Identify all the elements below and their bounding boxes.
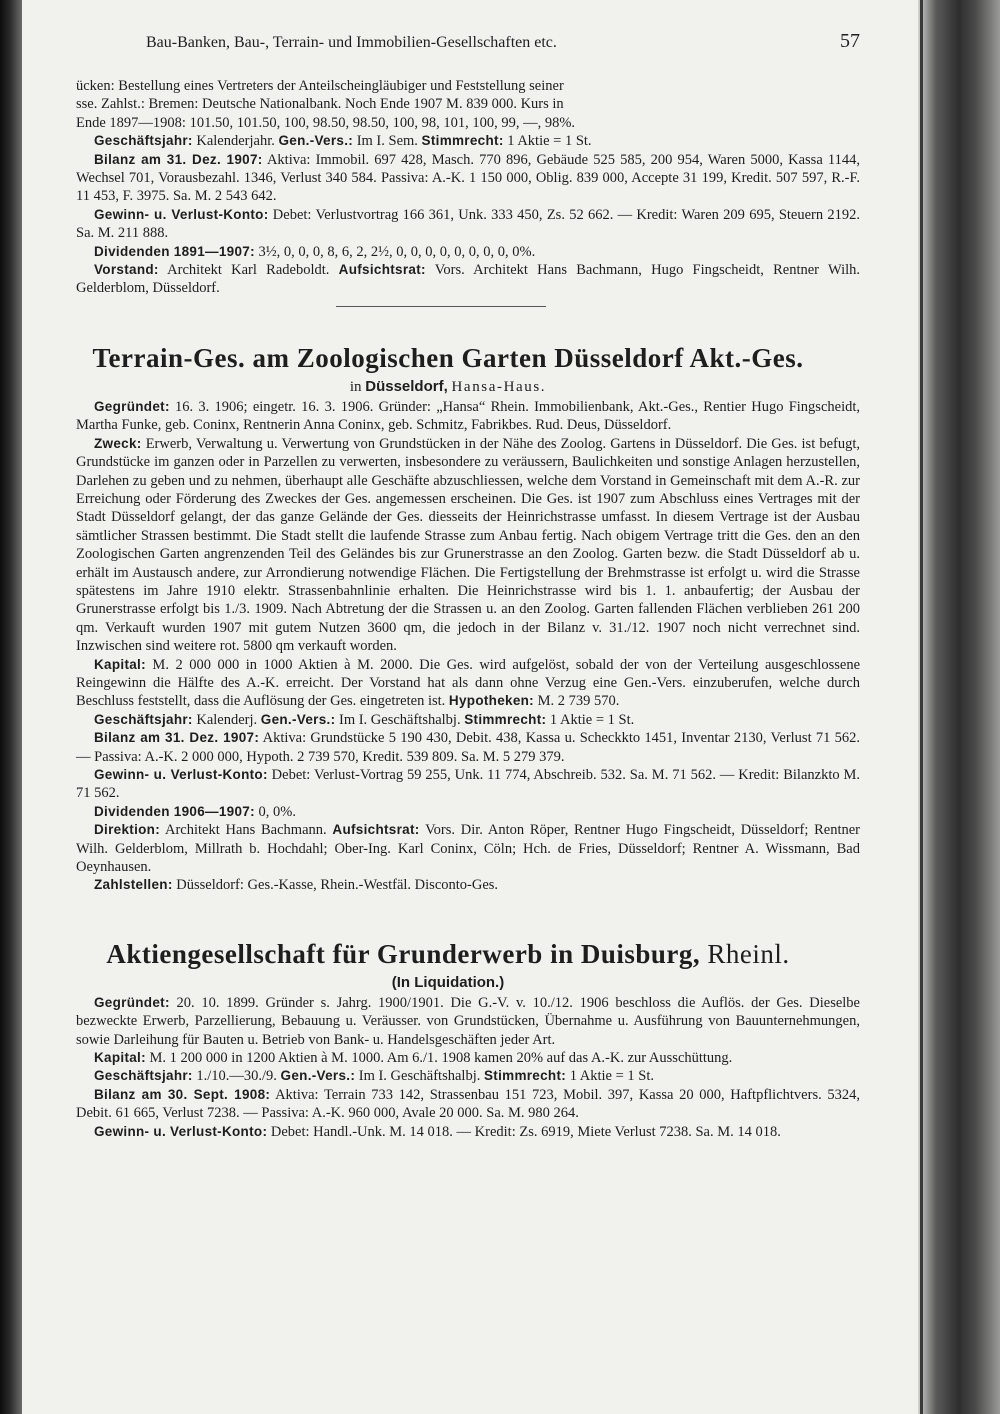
label-bilanz: Bilanz am 30. Sept. 1908: (94, 1086, 271, 1102)
label-aufsichtsrat: Aufsichtsrat: (338, 262, 426, 278)
paragraph-zahlstellen (76, 876, 860, 894)
paragraph-dividenden (76, 803, 860, 821)
running-title: Bau-Banken, Bau-, Terrain- und Immobilien-Gesellschaften etc. (146, 34, 557, 51)
value-bilanz: Aktiva: Immobil. 697 428, Masch. 770 896, Gebäude 525 585, 200 954, Waren 5000, Kassa 1144, Wechsel 701, Vorausbezahl. 1346, Verlust 340 584. Passiva: A.-K. 1 150 000, Oblig. 839 000, Accepte 31 199, Kredit. 507 597, R.-F. 11 453, F. 3975. Sa. M. 2 543 642. (76, 151, 860, 205)
label-hypotheken: Hypotheken: (448, 693, 534, 709)
label-zahlstellen: Zahlstellen: (94, 877, 173, 893)
title-region: Rheinl. (707, 938, 790, 969)
label-zweck: Zweck: (94, 435, 142, 451)
text-line: ücken: Bestellung eines Vertreters der Anteilscheingläubiger und Feststellung seiner (76, 78, 564, 94)
value-kapital: M. 1 200 000 in 1200 Aktien à M. 1000. Am 6./1. 1908 kamen 20% auf das A.-K. zur Ausschüttung. (149, 1050, 733, 1067)
label-vorstand: Vorstand: (94, 262, 159, 278)
paragraph-gegruendet (76, 398, 860, 435)
label-stimmrecht: Stimmrecht: (464, 711, 547, 727)
value-guv: Debet: Handl.-Unk. M. 14 018. — Kredit: Zs. 6919, Miete Verlust 7238. Sa. M. 14 018. (270, 1123, 781, 1140)
paragraph-vorstand (76, 261, 860, 298)
text-line: Ende 1897—1908: 101.50, 101.50, 100, 98.50, 98.50, 100, 98, 101, 100, 99, —, 98%. (76, 114, 576, 131)
paragraph-bilanz (76, 729, 860, 766)
label-guv: Gewinn- u. Verlust-Konto: (94, 1123, 268, 1139)
page-number: 57 (840, 30, 860, 52)
value-vorstand: Architekt Karl Radeboldt. (167, 262, 330, 279)
section-title-terrain-ges: Terrain-Ges. am Zoologischen Garten Düsseldorf Akt.-Ges. (92, 342, 804, 373)
paragraph-fiscal (76, 711, 860, 729)
label-gegruendet: Gegründet: (94, 994, 170, 1010)
value-genvers: Im I. Sem. (356, 133, 418, 150)
label-geschaeftsjahr: Geschäftsjahr: (94, 711, 193, 727)
subtitle-address: Hansa-Haus. (451, 378, 547, 395)
label-stimmrecht: Stimmrecht: (421, 133, 504, 149)
label-aufsichtsrat: Aufsichtsrat: (332, 822, 420, 838)
paragraph-fiscal (76, 132, 860, 150)
value-bilanz: Aktiva: Grundstücke 5 190 430, Debit. 438, Kassa u. Scheckkto 1451, Inventar 2130, Verlust 71 562. — Passiva: A.-K. 2 000 000, Hypoth. 2 739 570, Kredit. 539 809. Sa. M. 5 279 379. (76, 730, 861, 765)
paragraph-guv (76, 1123, 860, 1141)
section-divider (336, 306, 546, 307)
value-geschaeftsjahr: Kalenderj. (196, 711, 258, 728)
section-previous-entry (36, 77, 860, 298)
value-guv: Debet: Verlust-Vortrag 59 255, Unk. 11 774, Abschreib. 532. Sa. M. 71 562. — Kredit: Bilanzkto M. 71 562. (76, 767, 861, 802)
label-bilanz: Bilanz am 31. Dez. 1907: (94, 730, 260, 746)
value-dividenden: 3½, 0, 0, 0, 8, 6, 2, 2½, 0, 0, 0, 0, 0, 0, 0, 0, 0%. (258, 243, 536, 260)
page-content (36, 30, 860, 1141)
label-gegruendet: Gegründet: (94, 398, 170, 414)
value-guv: Debet: Verlustvortrag 166 361, Unk. 333 450, Zs. 52 662. — Kredit: Waren 209 695, Steuern 2192. Sa. M. 211 888. (76, 206, 861, 242)
section-subtitle-location (36, 378, 860, 396)
label-genvers: Gen.-Vers.: (280, 1068, 356, 1084)
page-sheet (22, 0, 928, 1414)
label-direktion: Direktion: (94, 822, 161, 838)
value-aufsichtsrat: Vors. Architekt Hans Bachmann, Hugo Fingscheidt, Rentner Wilh. Gelderblom, Düsseldorf. (76, 262, 861, 297)
label-kapital: Kapital: (94, 656, 146, 672)
text-line: sse. Zahlst.: Bremen: Deutsche Nationalbank. Noch Ende 1907 M. 839 000. Kurs in (76, 96, 564, 113)
value-direktion: Architekt Hans Bachmann. (164, 822, 327, 839)
value-genvers: Im I. Geschäftshalbj. (358, 1068, 481, 1085)
paragraph-kapital (76, 1049, 860, 1067)
label-genvers: Gen.-Vers.: (260, 711, 336, 727)
paragraph-bilanz (76, 1086, 860, 1123)
value-hypotheken: M. 2 739 570. (537, 693, 620, 710)
value-stimmrecht: 1 Aktie = 1 St. (569, 1068, 654, 1085)
subtitle-city: Düsseldorf, (365, 377, 448, 395)
label-geschaeftsjahr: Geschäftsjahr: (94, 133, 193, 149)
paragraph-dividenden (76, 243, 860, 261)
value-gegruendet: 16. 3. 1906; eingetr. 16. 3. 1906. Gründer: „Hansa“ Rhein. Immobilienbank, Akt.-Ges., Rentier Hugo Fingscheidt, Martha Funke, geb. Coninx, Rentnerin Anna Coninx, geb. Schmitz, Fabrikbes. Rud. Deus, Düsseldorf. (76, 398, 860, 434)
scan-binding-shadow (918, 0, 1000, 1414)
scan-fold-line (920, 0, 923, 1414)
label-stimmrecht: Stimmrecht: (483, 1068, 567, 1084)
value-kapital: M. 2 000 000 in 1000 Aktien à M. 2000. Die Ges. wird aufgelöst, sobald der von der Verteilung ausgeschlossene Reingewinn die Hälfte des A.-K. erreicht. Der Vorstand hat als dann ohne Verzug eine Gen.-Vers. einzuberufen, welche durch Beschluss feststellt, dass die Auflösung der Ges. eingetreten ist. (76, 656, 861, 710)
value-geschaeftsjahr: 1./10.—30./9. (196, 1068, 277, 1085)
title-main: Aktiengesellschaft für Grunderwerb in Duisburg, (106, 938, 701, 969)
value-geschaeftsjahr: Kalenderjahr. (196, 133, 275, 150)
value-gegruendet: 20. 10. 1899. Gründer s. Jahrg. 1900/1901. Die G.-V. v. 10./12. 1906 beschloss die Auflös. der Ges. Dieselbe bezweckte Erwerb, Parzellierung, Bebauung u. Veräusser. von Grundstücken, Übernahme u. Ausführung von Bauunternehmungen, sowie Darleihung für Bauten u. Betrieb von Bank- u. Handelsgeschäften jeder Art. (76, 994, 860, 1048)
label-guv: Gewinn- u. Verlust-Konto: (94, 767, 268, 782)
value-stimmrecht: 1 Aktie = 1 St. (507, 133, 592, 150)
value-stimmrecht: 1 Aktie = 1 St. (549, 711, 635, 728)
label-dividenden: Dividenden 1891—1907: (94, 243, 255, 259)
value-zahlstellen: Düsseldorf: Ges.-Kasse, Rhein.-Westfäl. Disconto-Ges. (176, 877, 499, 894)
paragraph-bilanz (76, 151, 860, 206)
running-header (36, 30, 860, 53)
label-geschaeftsjahr: Geschäftsjahr: (94, 1068, 193, 1084)
label-kapital: Kapital: (94, 1050, 146, 1066)
section-terrain-ges-body (36, 398, 860, 895)
value-dividenden: 0, 0%. (258, 803, 296, 820)
liquidation-note: (In Liquidation.) (391, 973, 505, 991)
value-genvers: Im I. Geschäftshalbj. (338, 711, 461, 728)
paragraph-gegruendet (76, 994, 860, 1049)
paragraph-guv (76, 766, 860, 803)
paragraph-fiscal (76, 1067, 860, 1085)
value-bilanz: Aktiva: Terrain 733 142, Strassenbau 151 723, Mobil. 397, Kassa 20 000, Haftpflichtvers. 5324, Debit. 61 665, Verlust 7238. — Passiva: A.-K. 960 000, Avale 20 000. Sa. M. 980 264. (76, 1086, 860, 1122)
label-dividenden: Dividenden 1906—1907: (94, 803, 255, 819)
section-title-grunderwerb (36, 939, 860, 970)
section-grunderwerb-body (36, 994, 860, 1141)
paragraph-direktion (76, 821, 860, 876)
label-genvers: Gen.-Vers.: (278, 133, 354, 149)
paragraph-guv (76, 206, 860, 243)
paragraph-kapital (76, 656, 860, 711)
section-subtitle-liquidation (36, 974, 860, 992)
value-aufsichtsrat: Vors. Dir. Anton Röper, Rentner Hugo Fingscheidt, Düsseldorf; Rentner Wilh. Gelderblom, Millrath b. Hochdahl; Ober-Ing. Karl Coninx, Cöln; Hch. de Fries, Düsseldorf; Rentner A. Wissmann, Bad Oeynhausen. (76, 822, 860, 876)
label-bilanz: Bilanz am 31. Dez. 1907: (94, 151, 263, 167)
paragraph-zweck (76, 435, 860, 656)
label-guv: Gewinn- u. Verlust-Konto: (94, 206, 269, 222)
scan-left-edge (0, 0, 22, 1414)
subtitle-prefix: in (349, 378, 362, 395)
value-zweck: Erwerb, Verwaltung u. Verwertung von Grundstücken in der Nähe des Zoolog. Gartens in Düsseldorf. Die Ges. ist befugt, Grundstücke im ganzen oder in Parzellen zu verwerten, insbesondere zu veräussern, Baulichkeiten und sonstige Anlagen herzustellen, Darlehen zu geben und zu nehmen, überhaupt alle Geschäfte abzuschliessen, welche dem Vorstand in Gemeinschaft mit dem A.-R. zur Erreichung oder Förderung des Zweckes der Ges. angemessen erscheinen. Die Ges. ist 1907 zum Abschluss eines Vertrages mit der Stadt Düsseldorf gelangt, der das ganze Gelände der Ges. diesseits der Heinrichstrasse umfasst. In diesem Vertrage ist der Ausbau sämtlicher Strassen bestimmt. Die Stadt stellt die laufende Strasse zum Anbau fertig. Nach obigem Vertrage tritt die Ges. den an den Zoologischen Garten angrenzenden Teil des Geländes bis zur Grunerstrasse an den Zoolog. Garten bezw. die Stadt Düsseldorf ab u. erhält im Austausch andere, zur Arrondierung notwendige Flächen. Die Fertigstellung der Brehmstrasse ist erfolgt u. wird die Strasse spätestens im Jahre 1910 elektr. Strassenbahnlinie erhalten. Die Heinrichstrasse wird bis 1. 1. anbaufertig; der Ausbau der Grunerstrasse erfolgt bis 1./3. 1909. Nach Abtretung der die Strassen u. an den Zoolog. Garten fallenden Flächen verblieben 261 200 qm. Verkauft wurden 1907 mit gutem Nutzen 3600 qm, die jedoch in der Bilanz v. 31./12. 1907 noch nicht verrechnet sind. Inzwischen sind weitere rot. 5800 qm verkauft worden. (76, 435, 860, 655)
